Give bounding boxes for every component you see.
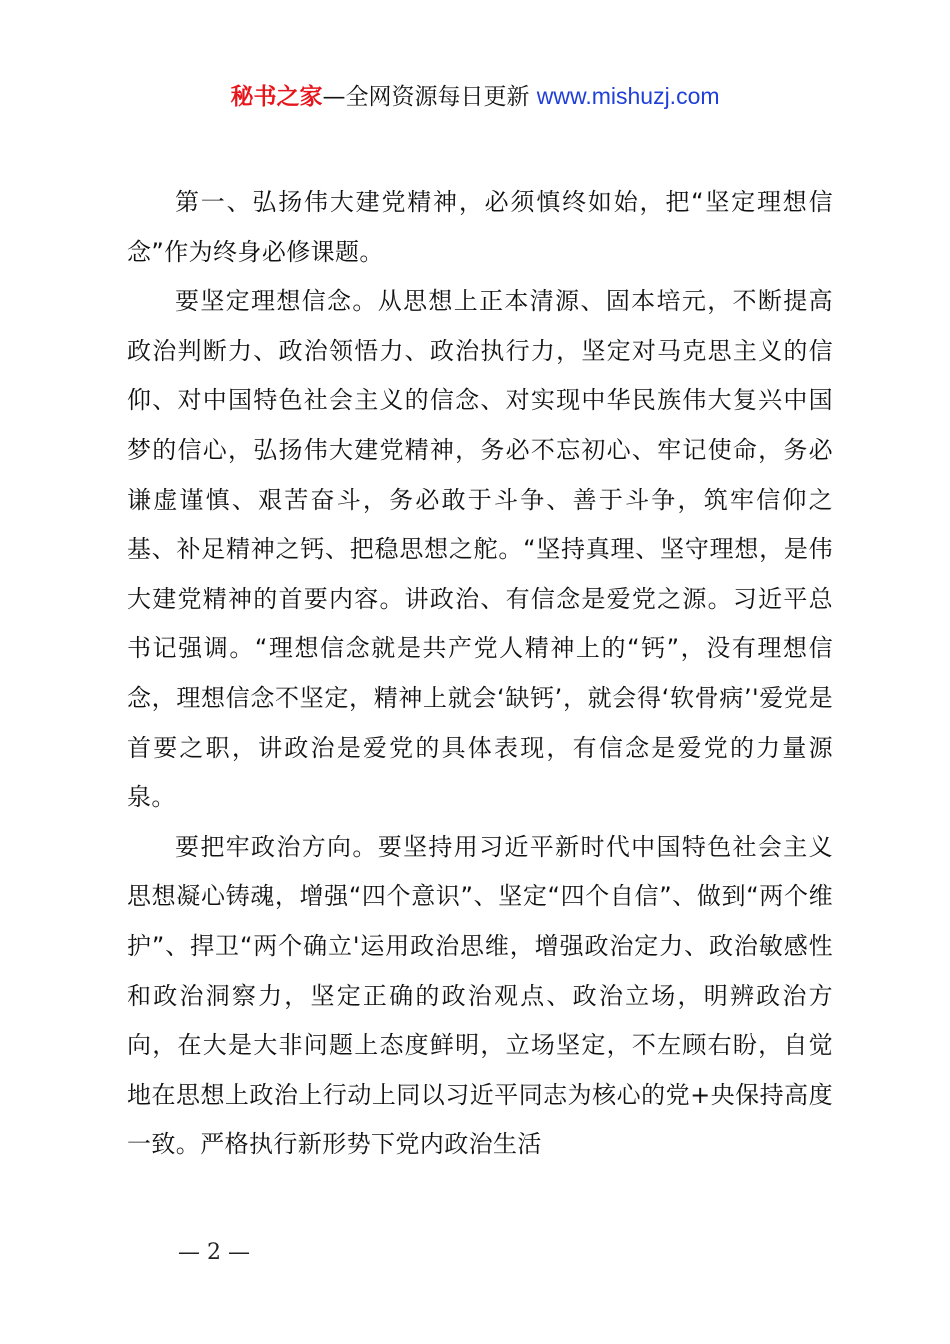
paragraph: 要坚定理想信念。从思想上正本清源、固本培元，不断提高政治判断力、政治领悟力、政治执行力，坚定对马克思主义的信仰、对中国特色社会主义的信念、对实现中华民族伟大复兴中国梦的信心，弘扬伟大建党精神，务必不忘初心、牢记使命，务必谦虚谨慎、艰苦奋斗，务必敢于斗争、善于斗争，筑牢信仰之基、补足精神之钙、把稳思想之舵。“坚持真理、坚守理想，是伟大建党精神的首要内容。讲政治、有信念是爱党之源。习近平总书记强调。“理想信念就是共产党人精神上的“钙”，没有理想信念，理想信念不坚定，精神上就会‘缺钙’，就会得‘软骨病’'爱党是首要之职，讲政治是爱党的具体表现，有信念是爱党的力量源泉。 — [127, 287, 833, 812]
page-number: — 2 — — [178, 1240, 250, 1265]
page-header — [0, 80, 950, 113]
document-body — [127, 178, 833, 1170]
brand-name: 秘书之家 — [230, 84, 323, 110]
website-link[interactable]: www.mishuzj.com — [536, 83, 720, 109]
paragraph: 要把牢政治方向。要坚持用习近平新时代中国特色社会主义思想凝心铸魂，增强“四个意识”、坚定“四个自信”、做到“两个维护”、捍卫“两个确立'运用政治思维，增强政治定力、政治敏感性和政治洞察力，坚定正确的政治观点、政治立场，明辨政治方向，在大是大非问题上态度鲜明，立场坚定，不左顾右盼，自觉地在思想上政治上行动上同以习近平同志为核心的党+央保持高度一致。严格执行新形势下党内政治生活 — [127, 832, 833, 1159]
paragraph: 第一、弘扬伟大建党精神，必须慎终如始，把“坚定理想信念”作为终身必修课题。 — [127, 188, 833, 266]
header-slogan: —全网资源每日更新 — [322, 84, 537, 110]
